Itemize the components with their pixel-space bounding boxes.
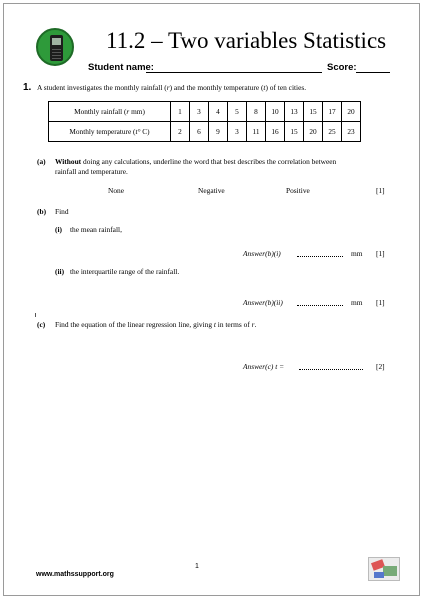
margin-mark [35,313,36,317]
answer-b-i-unit: mm [351,249,363,258]
table-cell: 5 [228,102,247,122]
table-cell: 6 [190,122,209,142]
part-c-marks: [2] [376,362,385,371]
student-name-field[interactable] [146,72,322,73]
table-cell: 20 [304,122,323,142]
student-name-label: Student name: [88,62,154,73]
table-cell: 13 [285,102,304,122]
answer-b-ii-label: Answer(b)(ii) [243,298,283,307]
answer-b-i-field[interactable] [297,256,343,257]
table-cell: 11 [247,122,266,142]
table-cell: 20 [342,102,361,122]
part-a-label: (a) [37,157,46,166]
maths-support-logo-icon [368,557,400,581]
table-cell: 17 [323,102,342,122]
page-title: 11.2 – Two variables Statistics [106,28,387,53]
question-number: 1. [23,82,32,93]
part-b-i-label: (i) [55,225,62,234]
answer-b-ii-field[interactable] [297,305,343,306]
table-cell: 2 [171,122,190,142]
part-b-i-text: the mean rainfall, [70,225,122,234]
part-b-i-marks: [1] [376,249,385,258]
graphing-calculator-icon [36,28,74,66]
part-b-find: Find [55,207,69,216]
option-negative[interactable]: Negative [198,186,225,195]
table-cell: 9 [209,122,228,142]
part-a-text-line1: Without doing any calculations, underline the word that best describes the correlation between [55,157,337,166]
answer-c-label: Answer(c) t = [243,362,285,371]
part-c-text: Find the equation of the linear regression line, giving t in terms of r. [55,320,257,329]
data-table [48,101,361,142]
footer-url[interactable]: www.mathssupport.org [36,571,114,578]
question-intro: A student investigates the monthly rainfall (r) and the monthly temperature (t) of ten cities. [37,83,307,92]
part-c-label: (c) [37,320,46,329]
row-header-temperature: Monthly temperature (t° C) [49,122,171,142]
table-cell: 3 [190,102,209,122]
option-none[interactable]: None [108,186,125,195]
part-b-label: (b) [37,207,47,216]
table-row [49,102,361,122]
part-b-ii-text: the interquartile range of the rainfall. [70,267,180,276]
table-cell: 25 [323,122,342,142]
table-cell: 16 [266,122,285,142]
answer-b-ii-unit: mm [351,298,363,307]
part-a-marks: [1] [376,186,385,195]
table-cell: 23 [342,122,361,142]
table-cell: 3 [228,122,247,142]
score-field[interactable] [356,72,390,73]
answer-c-field[interactable] [299,369,363,370]
table-row [49,122,361,142]
option-positive[interactable]: Positive [286,186,310,195]
row-header-rainfall: Monthly rainfall (r mm) [49,102,171,122]
table-cell: 4 [209,102,228,122]
table-cell: 1 [171,102,190,122]
table-cell: 15 [304,102,323,122]
part-b-ii-marks: [1] [376,298,385,307]
table-cell: 15 [285,122,304,142]
answer-b-i-label: Answer(b)(i) [243,249,281,258]
table-cell: 10 [266,102,285,122]
part-a-text-line2: rainfall and temperature. [55,167,128,176]
page-number: 1 [195,563,199,570]
part-b-ii-label: (ii) [55,267,65,276]
score-label: Score: [327,62,357,73]
table-cell: 8 [247,102,266,122]
